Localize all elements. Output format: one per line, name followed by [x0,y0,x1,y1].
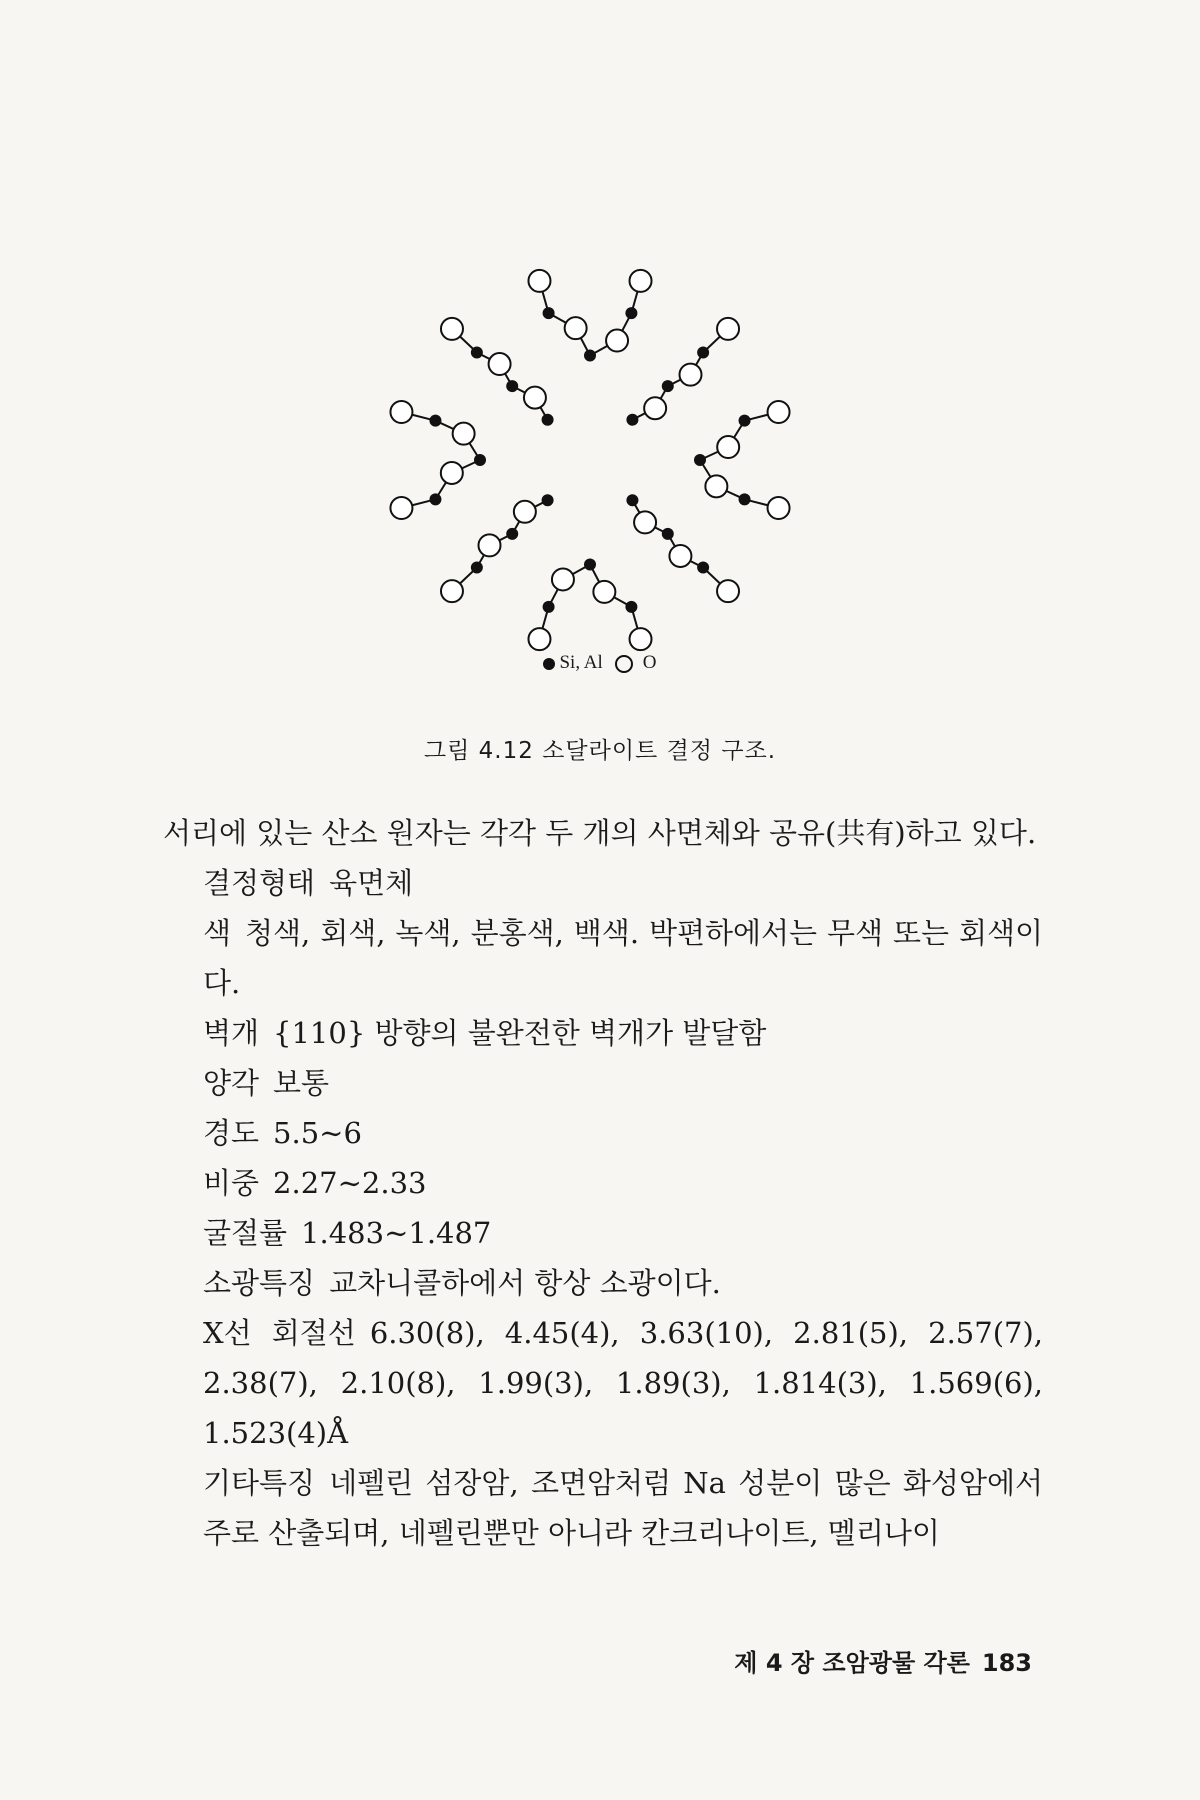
prop-relief [163,1058,1043,1108]
atoms [390,270,789,650]
oxygen-atom [644,397,666,419]
prop-refractive-index [163,1208,1043,1258]
paragraph-1: 서리에 있는 산소 원자는 각각 두 개의 사면체와 공유(共有)하고 있다. [163,816,1037,850]
oxygen-atom [489,353,511,375]
prop-label: 굴절률 [203,1216,288,1250]
prop-value: 5.5∼6 [273,1116,362,1150]
sodalite-structure-diagram [370,245,810,685]
oxygen-atom [768,401,790,423]
prop-xray [163,1308,1043,1458]
prop-value: 6.30(8), 4.45(4), 3.63(10), 2.81(5), 2.57(7), 2.38(7), 2.10(8), 1.99(3), 1.89(3), 1.814(3), 1.569(6), 1.523(4)Å [203,1316,1043,1450]
legend-si-al: Si, Al [559,652,603,673]
prop-label: 경도 [203,1116,260,1150]
si-al-atom [543,601,555,613]
si-al-atom [662,528,674,540]
prop-specific-gravity [163,1158,1043,1208]
prop-label: X선 회절선 [203,1316,356,1350]
oxygen-atom [441,318,463,340]
oxygen-atom [479,534,501,556]
legend-o: O [642,652,657,673]
si-al-atom [471,561,483,573]
si-al-atom [429,415,441,427]
oxygen-atom [565,317,587,339]
prop-label: 기타특징 [203,1466,316,1500]
prop-label: 양각 [203,1066,260,1100]
si-al-atom [584,559,596,571]
oxygen-atom [717,580,739,602]
si-al-atom [626,414,638,426]
prop-color [163,908,1043,1008]
page-number: 183 [981,1649,1032,1677]
prop-cleavage [163,1008,1043,1058]
oxygen-atom [528,628,550,650]
oxygen-atom [552,568,574,590]
oxygen-atom [705,475,727,497]
prop-label: 결정형태 [203,866,316,900]
prop-value: 1.483∼1.487 [301,1216,492,1250]
prop-label: 비중 [203,1166,260,1200]
oxygen-atom [679,364,701,386]
oxygen-atom [528,270,550,292]
si-al-atom [694,454,706,466]
oxygen-atom [669,545,691,567]
oxygen-atom [514,501,536,523]
si-al-atom [697,347,709,359]
prop-value: 보통 [273,1066,330,1100]
body-text [163,808,1043,1558]
si-al-atom [626,494,638,506]
prop-value: 청색, 회색, 녹색, 분홍색, 백색. 박편하에서는 무색 또는 회색이다. [203,916,1043,1000]
prop-value: {110} 방향의 불완전한 벽개가 발달함 [273,1016,767,1050]
prop-label: 색 [203,916,232,950]
prop-extinction [163,1258,1043,1308]
oxygen-atom [634,511,656,533]
oxygen-atom [524,387,546,409]
chapter-title: 제 4 장 조암광물 각론 [734,1649,970,1677]
prop-value: 2.27∼2.33 [273,1166,427,1200]
prop-other [163,1458,1043,1558]
si-al-atom [584,350,596,362]
si-al-atom [506,380,518,392]
prop-value: 교차니콜하에서 항상 소광이다. [329,1266,721,1300]
oxygen-atom [630,628,652,650]
si-al-atom [542,494,554,506]
si-al-atom [506,528,518,540]
oxygen-atom [441,462,463,484]
si-al-atom [625,601,637,613]
prop-crystal-form [163,858,1043,908]
si-al-atom [474,454,486,466]
oxygen-atom [717,436,739,458]
si-al-dot-icon [543,658,555,670]
oxygen-atom [390,401,412,423]
oxygen-atom [768,497,790,519]
prop-value: 네펠린 섬장암, 조면암처럼 Na 성분이 많은 화성암에서 주로 산출되며, 네펠린뿐만 아니라 칸크리나이트, 멜리나이 [203,1466,1043,1550]
figure-caption: 그림 4.12 소달라이트 결정 구조. [423,738,777,764]
si-al-atom [542,414,554,426]
figure-legend [0,652,1200,674]
oxygen-atom [441,580,463,602]
oxygen-circle-icon [615,655,633,673]
prop-label: 벽개 [203,1016,260,1050]
prop-label: 소광특징 [203,1266,316,1300]
oxygen-atom [606,330,628,352]
oxygen-atom [593,581,615,603]
si-al-atom [543,307,555,319]
si-al-atom [739,415,751,427]
prop-value: 육면체 [329,866,414,900]
si-al-atom [739,493,751,505]
si-al-atom [697,561,709,573]
si-al-atom [429,493,441,505]
oxygen-atom [630,270,652,292]
si-al-atom [662,380,674,392]
page-footer [722,1643,1032,1678]
si-al-atom [471,347,483,359]
oxygen-atom [390,497,412,519]
prop-hardness [163,1108,1043,1158]
oxygen-atom [717,318,739,340]
oxygen-atom [453,423,475,445]
si-al-atom [625,307,637,319]
